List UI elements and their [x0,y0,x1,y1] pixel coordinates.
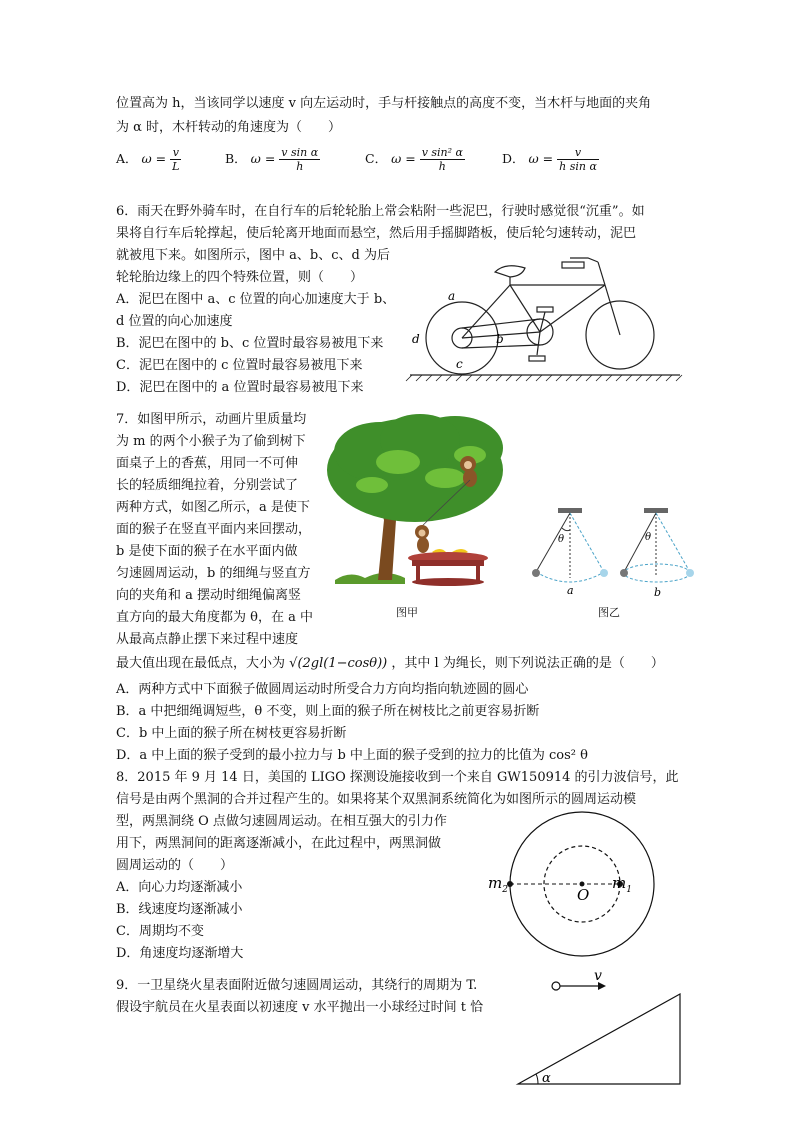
pendulum-a-theta: θ [558,534,565,545]
q6-option-a[interactable]: A．泥巴在图中 a、c 位置的向心加速度大于 b、 [116,292,396,307]
q7-option-a[interactable]: A．两种方式中下面猴子做圆周运动时所受合力方向均指向轨迹圆的圆心 [116,682,529,697]
label-O: O [577,886,590,904]
label-v: v [594,968,602,984]
q8-line5: 圆周运动的（ ） [116,858,234,873]
q5-option-a-fraction: $\frac{v}{L}$ [172,146,180,173]
q7-option-d[interactable]: D．a 中上面的猴子受到的最小拉力与 b 中上面的猴子受到的拉力的比值为 cos² θ [116,748,588,763]
caption-figure-jia: 图甲 [396,606,418,619]
q6-line1: 6．雨天在野外骑车时，在自行车的后轮轮胎上常会粘附一些泥巴，行驶时感觉很“沉重”。如 [116,204,645,219]
q7-line11: 从最高点静止摆下来过程中速度 [116,632,299,647]
q5-line1: 位置高为 h，当该同学以速度 v 向左运动时，手与杆接触点的高度不变，当木杆与地面的夹角 [116,96,652,111]
q7-line6: 面的猴子在竖直平面内来回摆动， [116,522,312,537]
bike-label-a: a [448,289,456,303]
q6-line2: 果将自行车后轮撑起，使后轮离开地面而悬空，然后用手摇脚踏板，使后轮匀速转动，泥巴 [116,226,637,241]
q6-option-d[interactable]: D．泥巴在图中的 a 位置时最容易被甩下来 [116,380,364,395]
pendulum-b-theta: θ [645,532,652,543]
q6-line3: 就被甩下来。如图所示，图中 a、b、c、d 为后 [116,248,390,263]
q7-line10: 直方向的最大角度都为 θ，在 a 中 [116,610,313,625]
q5-option-c-fraction: $\frac{\text{v sin² α}}{h}$ [421,146,463,173]
bike-label-d: d [412,332,420,346]
q8-line3: 型，两黑洞绕 O 点做匀速圆周运动。在相互强大的引力作 [116,814,447,829]
q5-option-c[interactable]: C． ω = $\frac{\text{v sin² α}}{h}$ [365,146,463,173]
q7-line5: 两种方式，如图乙所示，a 是使下 [116,500,310,515]
q8-option-d[interactable]: D．角速度均逐渐增大 [116,946,244,961]
q7-line8: 匀速圆周运动，b 的细绳与竖直方 [116,566,311,581]
q7-line9: 向的夹角和 a 摆动时细绳偏离竖 [116,588,302,603]
bike-label-c: c [456,357,463,371]
q7-option-c[interactable]: C．b 中上面的猴子所在树枝更容易折断 [116,726,347,741]
bike-label-b: b [496,332,504,346]
q6-option-a-cont: d 位置的向心加速度 [116,314,233,329]
q7-line12: 最大值出现在最低点，大小为 √(2gl(1−cosθ)) ，其中 l 为绳长，则下列说法正确的是（ ） [116,656,664,671]
label-m1: $m_1$ [612,874,632,895]
q5-option-d-fraction: $\frac{v}{\text{h sin α}}$ [559,146,597,173]
q9-line1: 9．一卫星绕火星表面附近做匀速圆周运动，其绕行的周期为 T. [116,978,478,993]
q7-option-b[interactable]: B．a 中把细绳调短些，θ 不变，则上面的猴子所在树枝比之前更容易折断 [116,704,540,719]
q6-option-c[interactable]: C．泥巴在图中的 c 位置时最容易被甩下来 [116,358,363,373]
q7-line3: 面桌子上的香蕉，用同一不可伸 [116,456,299,471]
q8-line2: 信号是由两个黑洞的合并过程产生的。如果将某个双黑洞系统简化为如图所示的圆周运动模 [116,792,637,807]
q8-option-b[interactable]: B．线速度均逐渐减小 [116,902,243,917]
q8-option-a[interactable]: A．向心力均逐渐减小 [116,880,243,895]
q5-option-b[interactable]: B． ω = $\frac{\text{v sin α}}{h}$ [225,146,319,173]
pendulum-label-a: a [567,584,574,597]
q6-line4: 轮轮胎边缘上的四个特殊位置，则（ ） [116,270,364,285]
q5-option-b-fraction: $\frac{\text{v sin α}}{h}$ [281,146,319,173]
q5-option-a[interactable]: A． ω = $\frac{v}{L}$ [116,146,180,173]
q7-line7: b 是使下面的猴子在水平面内做 [116,544,298,559]
q7-line1: 7．如图甲所示，动画片里质量均 [116,412,307,427]
q8-line1: 8．2015 年 9 月 14 日，美国的 LIGO 探测设施接收到一个来自 GW150914 的引力波信号，此 [116,770,679,785]
q8-option-c[interactable]: C．周期均不变 [116,924,204,939]
caption-figure-yi: 图乙 [598,606,620,619]
q7-line2: 为 m 的两个小猴子为了偷到树下 [116,434,306,449]
q7-velocity-formula: √(2gl(1−cosθ)) [289,656,388,671]
label-m2: $m_2$ [488,874,508,895]
q8-line4: 用下，两黑洞间的距离逐渐减小，在此过程中，两黑洞做 [116,836,442,851]
q6-option-b[interactable]: B．泥巴在图中的 b、c 位置时最容易被甩下来 [116,336,384,351]
q7-line4: 长的轻质细绳拉着，分别尝试了 [116,478,299,493]
pendulum-label-b: b [654,586,662,599]
q9-line2: 假设宇航员在火星表面以初速度 v 水平抛出一小球经过时间 t 恰 [116,1000,484,1015]
label-alpha: α [542,1071,551,1086]
q5-line2: 为 α 时，木杆转动的角速度为（ ） [116,120,342,135]
q5-option-d[interactable]: D． ω = $\frac{v}{\text{h sin α}}$ [502,146,597,173]
